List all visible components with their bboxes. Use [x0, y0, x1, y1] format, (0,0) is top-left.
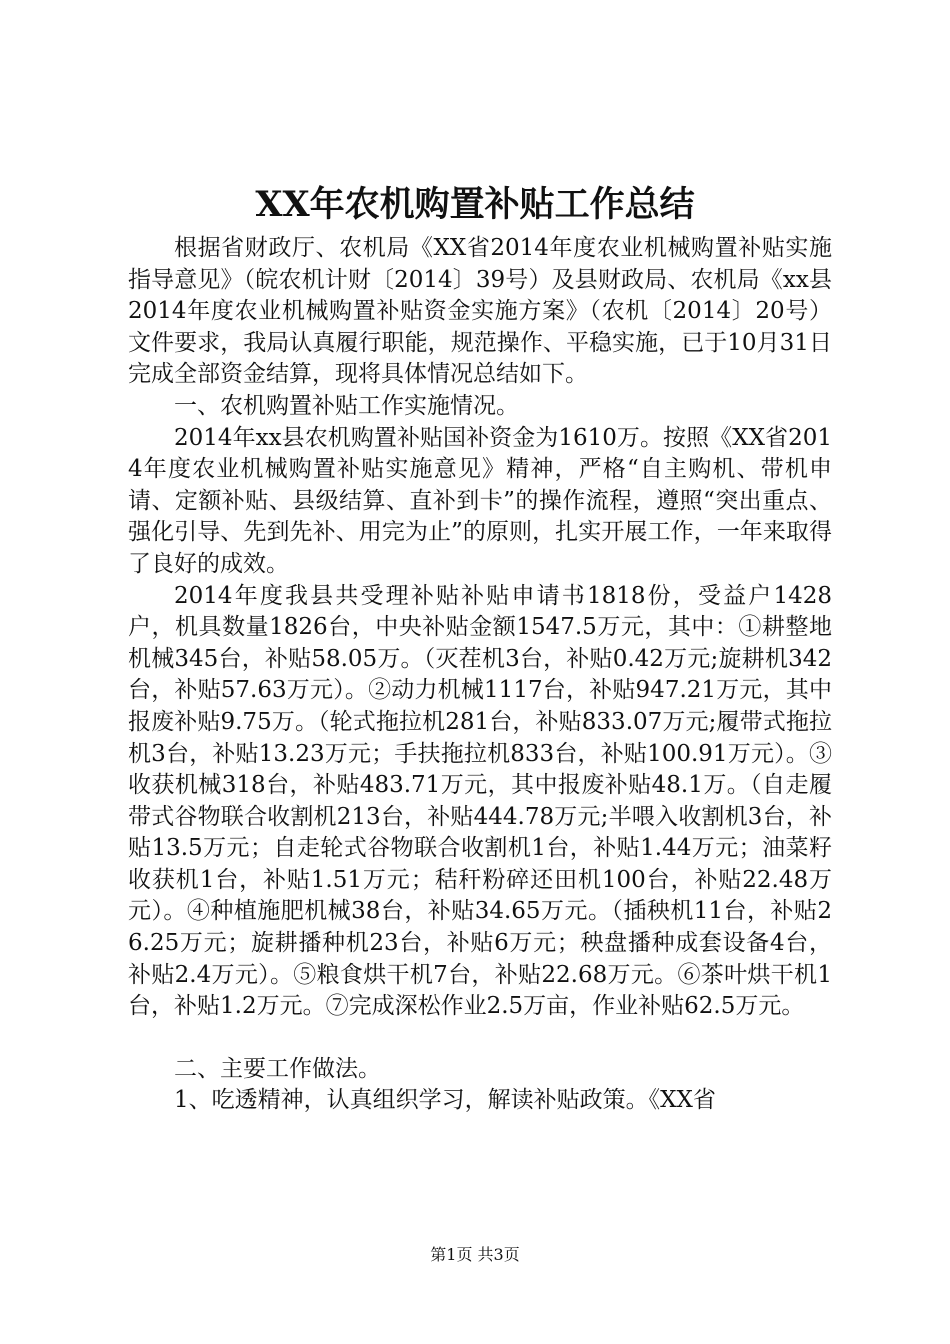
- document-title: XX年农机购置补贴工作总结: [255, 184, 695, 225]
- section-heading-1: 一、农机购置补贴工作实施情况。: [174, 392, 519, 419]
- paragraph-method-1: 1、吃透精神，认真组织学习，解读补贴政策。《XX省: [174, 1087, 716, 1114]
- section-heading-2: 二、主要工作做法。: [174, 1055, 381, 1082]
- paragraph-funding: 2014年xx县农机购置补贴国补资金为1610万。按照《XX省2014年度农业机械购置补贴实施意见》精神，严格“自主购机、带机申请、定额补贴、县级结算、直补到卡”的操作流程，遵照“突出重点、强化引导、先到先补、用完为止”的原则，扎实开展工作，一年来取得了良好的成效。: [128, 424, 832, 577]
- paragraph-intro: 根据省财政厅、农机局《XX省2014年度农业机械购置补贴实施指导意见》（皖农机计财〔2014〕39号）及县财政局、农机局《xx县2014年度农业机械购置补贴资金实施方案》（农机〔2014〕20号）文件要求，我局认真履行职能，规范操作、平稳实施，已于10月31日完成全部资金结算，现将具体情况总结如下。: [128, 235, 832, 388]
- document-body: [128, 233, 832, 1117]
- page-footer: 第1页 共3页: [430, 1245, 520, 1264]
- paragraph-statistics: 2014年度我县共受理补贴补贴申请书1818份，受益户1428户，机具数量1826台，中央补贴金额1547.5万元，其中：①耕整地机械345台，补贴58.05万。（灭茬机3台，补贴0.42万元;旋耕机342台，补贴57.63万元）。②动力机械1117台，补贴947.21万元，其中报废补贴9.75万。（轮式拖拉机281台，补贴833.07万元;履带式拖拉机3台，补贴13.23万元；手扶拖拉机833台，补贴100.91万元）。③收获机械318台，补贴483.71万元，其中报废补贴48.1万。（自走履带式谷物联合收割机213台，补贴444.78万元;半喂入收割机3台，补贴13.5万元；自走轮式谷物联合收割机1台，补贴1.44万元；油菜籽收获机1台，补贴1.51万元；秸秆粉碎还田机100台，补贴22.48万元）。④种植施肥机械38台，补贴34.65万元。（插秧机11台，补贴26.25万元；旋耕播种机23台，补贴6万元；秧盘播种成套设备4台，补贴2.4万元）。⑤粮食烘干机7台，补贴22.68万元。⑥茶叶烘干机1台，补贴1.2万元。⑦完成深松作业2.5万亩，作业补贴62.5万元。: [128, 582, 832, 1020]
